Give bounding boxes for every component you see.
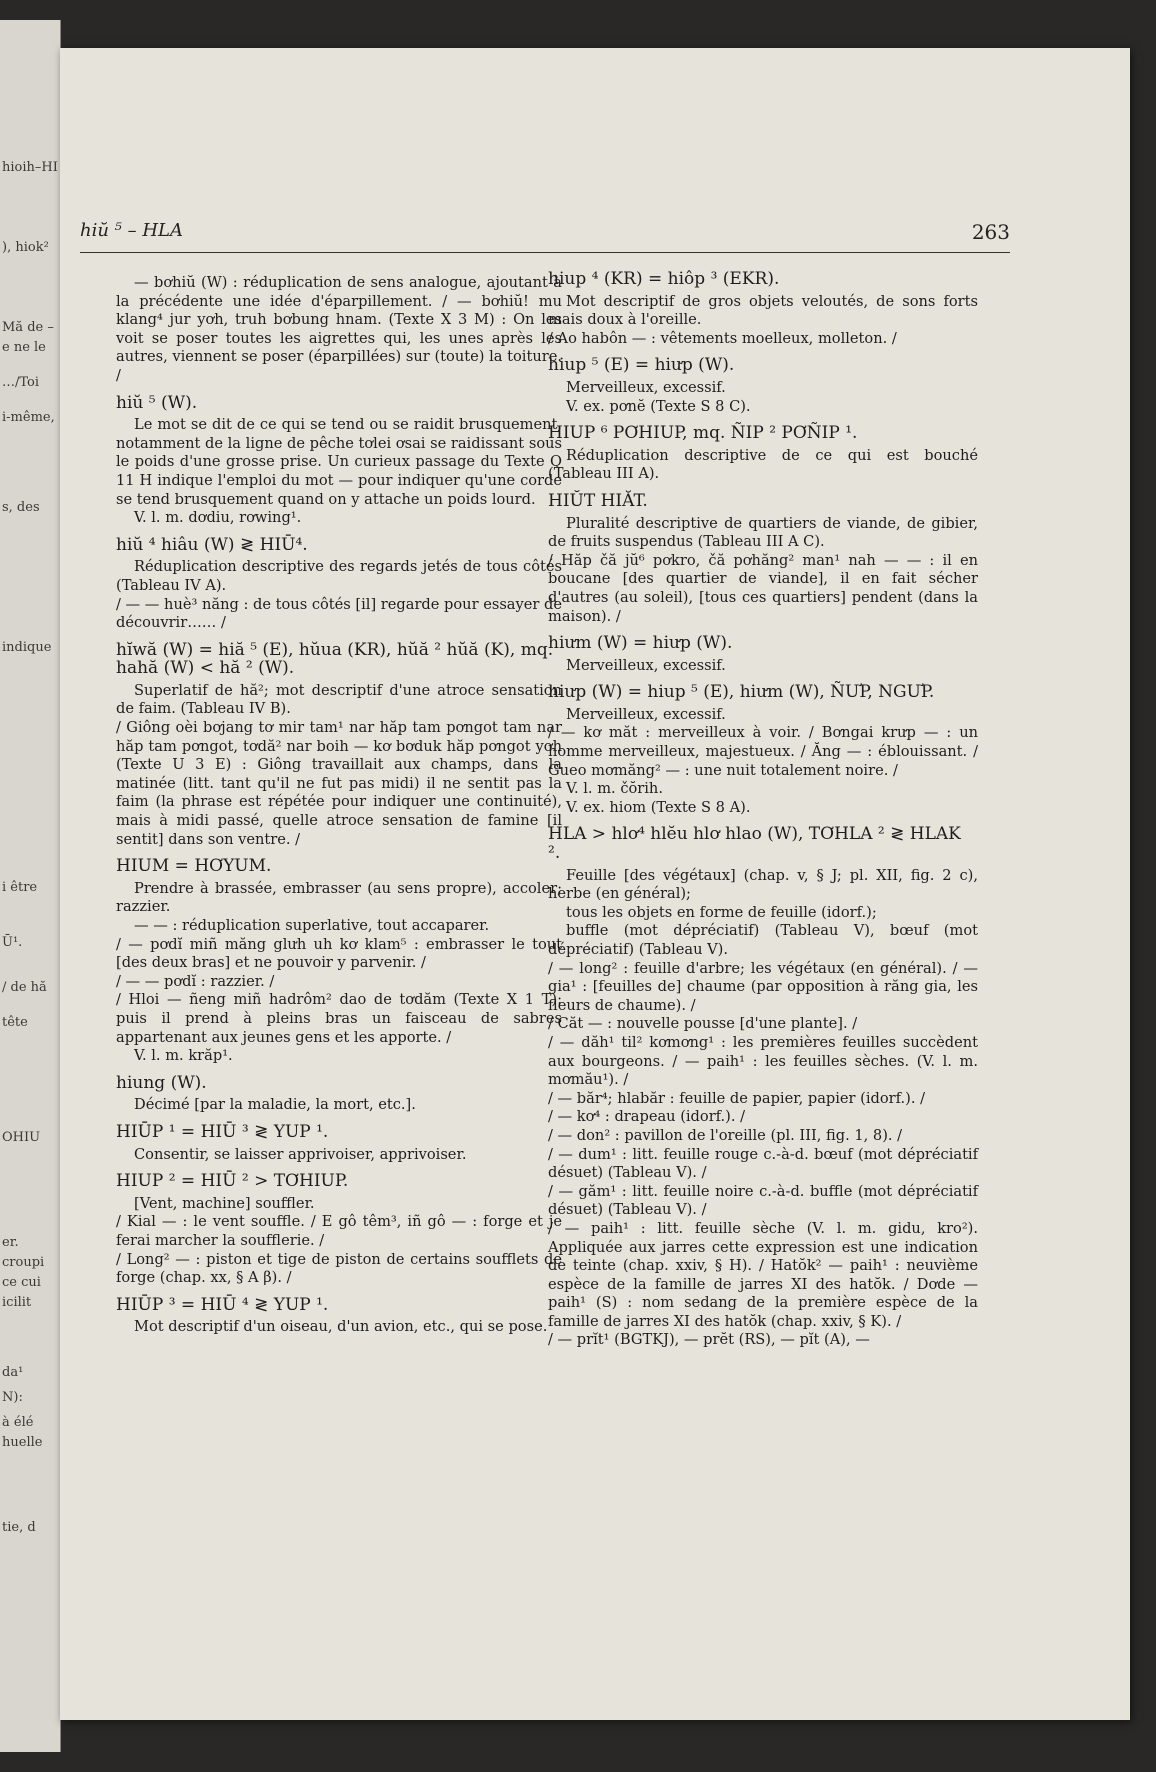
dictionary-entry [116, 1296, 562, 1337]
entry-definition: Consentir, se laisser apprivoiser, apprivoiser. [134, 1145, 467, 1163]
entry-definition: Pluralité descriptive de quartiers de viande, de gibier, de fruits suspendus (Tableau III A C). [548, 514, 978, 551]
left-fragment: tête [2, 1015, 28, 1030]
entry-definition: Feuille [des végétaux] (chap. v, § J; pl. XII, fig. 2 c), herbe (en général); [548, 866, 978, 903]
left-fragment: hioih–HI [2, 160, 58, 175]
left-fragment: N): [2, 1390, 23, 1405]
left-fragment: i être [2, 880, 38, 895]
entry-headword: hiung (W). [116, 1072, 207, 1093]
dictionary-entry [548, 825, 978, 1350]
dictionary-entry [548, 424, 978, 484]
entry-headword: hĭwă (W) = hiă ⁵ (E), hŭua (KR), hŭă ² hŭă (K), mq. hahă (W) < hă ² (W). [116, 639, 554, 679]
entry-definition: / — kơ⁴ : drapeau (idorf.). / [548, 1108, 746, 1126]
entry-definition: V. l. m. krăp¹. [134, 1047, 233, 1065]
left-fragment: s, des [2, 500, 40, 515]
entry-definition: Décimé [par la maladie, la mort, etc.]. [134, 1096, 416, 1114]
entry-headword: hiup ⁵ (E) = hiưp (W). [548, 355, 735, 376]
dictionary-entry [116, 641, 562, 850]
entry-definition: / — dăh¹ til² kơmơng¹ : les premières feuilles succèdent aux bourgeons. / — paih¹ : les feuilles sèches. (V. l. m. mơmău¹). / [548, 1033, 978, 1089]
entry-definition: / Kial — : le vent souffle. / E gô têm³, iñ gô — : forge et je ferai marcher la soufflerie. / [116, 1213, 562, 1249]
entry-definition: / — — huè³ năng : de tous côtés [il] regarde pour essayer de découvrir…… / [116, 595, 562, 632]
left-fragment: da¹ [2, 1365, 24, 1380]
left-fragment: e ne le [2, 340, 46, 355]
entry-definition: — — : réduplication superlative, tout accaparer. [134, 917, 490, 934]
entry-definition: / Hloi — ñeng miñ hadrôm² dao de tơdăm (Texte X 1 T): puis il prend à pleins bras un faisceau de sabres appartenant aux jeunes gens et les apporte. / [116, 991, 562, 1046]
entry-definition: / — long² : feuille d'arbre; les végétaux (en général). / — gia¹ : [feuilles de] chaume (par opposition à răng gia, les fleurs de chaume). / [548, 959, 978, 1014]
entry-definition: / Căt — : nouvelle pousse [d'une plante]. / [548, 1015, 858, 1033]
left-fragment: à élé [2, 1415, 34, 1430]
entry-definition: [Vent, machine] souffler. [134, 1194, 315, 1212]
dictionary-entry [116, 394, 562, 528]
left-fragment: i-même, [2, 410, 55, 425]
entry-definition: / Ao habôn — : vêtements moelleux, molleton. / [548, 329, 897, 347]
left-column [116, 270, 562, 1345]
left-fragment: icilit [2, 1295, 32, 1310]
entry-definition: Merveilleux, excessif. [566, 378, 726, 396]
left-fragment: er. [2, 1235, 19, 1250]
page-header [80, 216, 1010, 253]
entry-definition: V. l. m. dơdiu, rơwing¹. [134, 509, 302, 527]
left-fragment: OHIU [2, 1130, 41, 1145]
adjacent-page-edge [0, 20, 61, 1752]
entry-headword: hiŭ ⁴ hiâu (W) ≷ HIŪ⁴. [116, 534, 308, 555]
entry-definition: Réduplication descriptive des regards jetés de tous côtés (Tableau IV A). [116, 558, 562, 594]
entry-definition: Superlatif de hă²; mot descriptif d'une atroce sensation de faim. (Tableau IV B). [116, 681, 562, 718]
entry-headword: HIUP ⁶ PƠHIUP, mq. ÑIP ² PƠÑIP ¹. [548, 423, 858, 444]
left-fragment: …/Toi [2, 375, 40, 390]
entry-headword: HIŪP ¹ = HIŪ ³ ≷ YUP ¹. [116, 1121, 329, 1142]
entry-definition: Le mot se dit de ce qui se tend ou se raidit brusquement, notamment de la ligne de pêche tơlei ơsai se raidissant sous le poids d'une grosse prise. Un curieux passage du Texte Q 11 H indique l'emploi du mot — pour indiquer qu'une corde se tend brusquement quand on y attache un poids lourd. [116, 416, 562, 508]
entry-definition: — bơhiŭ (W) : réduplication de sens analogue, ajoutant à la précédente une idée d'éparpillement. / — bơhiŭ! mu klang⁴ jur yơh, truh bơbung hnam. (Texte X 3 M) : On les voit se poser toutes les aigrettes qui, les unes après les autres, viennent se poser (éparpillées) sur (toute) la toiture. / [116, 274, 562, 384]
entry-headword: hiŭ ⁵ (W). [116, 392, 198, 413]
entry-definition: Merveilleux, excessif. [566, 705, 726, 723]
dictionary-entry [548, 683, 978, 817]
entry-definition: tous les objets en forme de feuille (idorf.); [566, 903, 877, 921]
entry-definition: / — prĭt¹ (BGTKJ), — prĕt (RS), — pĭt (A), — [548, 1331, 870, 1349]
dictionary-entry [548, 270, 978, 348]
entry-definition: V. l. m. čŏrih. [566, 780, 663, 798]
entry-definition: Mot descriptif d'un oiseau, d'un avion, etc., qui se pose. [134, 1318, 548, 1336]
entry-definition: / — găm¹ : litt. feuille noire c.-à-d. buffle (mot dépréciatif désuet) (Tableau V). / [548, 1182, 978, 1219]
entry-headword: HIŬT HIĂT. [548, 490, 648, 511]
entry-definition: Réduplication descriptive de ce qui est bouché (Tableau III A). [548, 446, 978, 483]
entry-definition: Mot descriptif de gros objets veloutés, de sons forts mais doux à l'oreille. [548, 292, 978, 329]
entry-definition: / — pơdĭ miñ măng glưh uh kơ klam⁵ : embrasser le tout [des deux bras] et ne pouvoir y parvenir. / [116, 935, 562, 972]
left-fragment: ce cui [2, 1275, 41, 1290]
entry-definition: V. ex. hiom (Texte S 8 A). [566, 798, 751, 816]
entry-definition: / Long² — : piston et tige de piston de certains soufflets de forge (chap. xx, § A β). / [116, 1250, 562, 1287]
dictionary-entry [116, 1123, 562, 1164]
entry-definition: / — — pơdĭ : razzier. / [116, 972, 275, 990]
left-fragment: Mă de – [2, 320, 54, 335]
dictionary-entry [116, 536, 562, 633]
left-fragment: / de hă [2, 980, 47, 995]
left-fragment: indique [2, 640, 52, 655]
entry-headword: hiup ⁴ (KR) = hiôp ³ (EKR). [548, 269, 780, 289]
dictionary-entry [548, 356, 978, 416]
entry-headword: HLA > hlơ⁴ hlĕu hlơ hlao (W), TƠHLA ² ≷ HLAK ². [548, 824, 961, 864]
dictionary-entry [116, 1074, 562, 1115]
dictionary-page [60, 48, 1130, 1720]
dictionary-entry [116, 274, 562, 386]
dictionary-entry [548, 634, 978, 675]
entry-definition: / — băr⁴; hlabăr : feuille de papier, papier (idorf.). / [548, 1089, 926, 1107]
entry-definition: / — kơ măt : merveilleux à voir. / Bơngai krưp — : un homme merveilleux, majestueux. / Ăng — : éblouissant. / Gueo mơmăng² — : une nuit totalement noire. / [548, 724, 978, 779]
left-fragment: huelle [2, 1435, 43, 1450]
left-fragment: tie, d [2, 1520, 36, 1535]
right-column [548, 270, 978, 1358]
dictionary-entry [116, 1172, 562, 1288]
running-head: hiŭ ⁵ – HLA [80, 220, 183, 241]
entry-definition: / — paih¹ : litt. feuille sèche (V. l. m. gidu, kro²). Appliquée aux jarres cette expression est une indication de teinte (chap. xxiv, § H). / Hatŏk² — paih¹ : neuvième espèce de la famille de jarres XI des hatŏk. / Dơde — paih¹ (S) : nom sedang de la première espèce de la famille de jarres XI des hatŏk (chap. xxiv, § K). / [548, 1219, 978, 1330]
entry-definition: / — don² : pavillon de l'oreille (pl. III, fig. 1, 8). / [548, 1126, 903, 1144]
entry-definition: buffle (mot dépréciatif) (Tableau V), bœuf (mot dépréciatif) (Tableau V). [548, 922, 978, 958]
entry-definition: / — dum¹ : litt. feuille rouge c.-à-d. bœuf (mot dépréciatif désuet) (Tableau V). / [548, 1145, 978, 1182]
entry-headword: hiưp (W) = hiup ⁵ (E), hiưm (W), ÑƯP, NGƯP. [548, 682, 935, 703]
entry-headword: hiưm (W) = hiưp (W). [548, 633, 733, 654]
entry-headword: HIŪP ³ = HIŪ ⁴ ≷ YUP ¹. [116, 1294, 329, 1315]
left-fragment: croupi [2, 1255, 45, 1270]
left-fragment: ), hiok² [2, 240, 49, 255]
entry-definition: Prendre à brassée, embrasser (au sens propre), accoler; razzier. [116, 879, 562, 916]
entry-definition: / Hăp čă jŭ⁶ pơkro, čă pơhăng² man¹ nah — — : il en boucane [des quartier de viande], il en fait sécher d'autres (au soleil), [tous ces quartiers] pendent (dans la maison). / [548, 551, 978, 625]
entry-definition: Merveilleux, excessif. [566, 656, 726, 674]
left-fragment: Ū¹. [2, 935, 23, 950]
entry-definition: V. ex. pơnĕ (Texte S 8 C). [566, 397, 751, 415]
dictionary-entry [116, 857, 562, 1066]
entry-headword: HIUM = HƠYUM. [116, 856, 272, 877]
entry-definition: / Giông oèi bơjang tơ mir tam¹ nar hăp tam pơngot tam nar hăp tam pơngot, tơdă² nar boih — kơ bơduk hăp pơngot yơh (Texte U 3 E) : Giông travaillait aux champs, dans la matinée (litt. tant qu'il ne fut pas midi) il ne sentit pas la faim (la phrase est répétée pour indiquer une continuité), mais à midi passé, quelle atroce sensation de famine [il sentit] dans son ventre. / [116, 719, 562, 848]
entry-headword: HIUP ² = HIŪ ² > TƠHIUP. [116, 1171, 349, 1192]
page-number: 263 [971, 220, 1010, 244]
dictionary-entry [548, 492, 978, 626]
